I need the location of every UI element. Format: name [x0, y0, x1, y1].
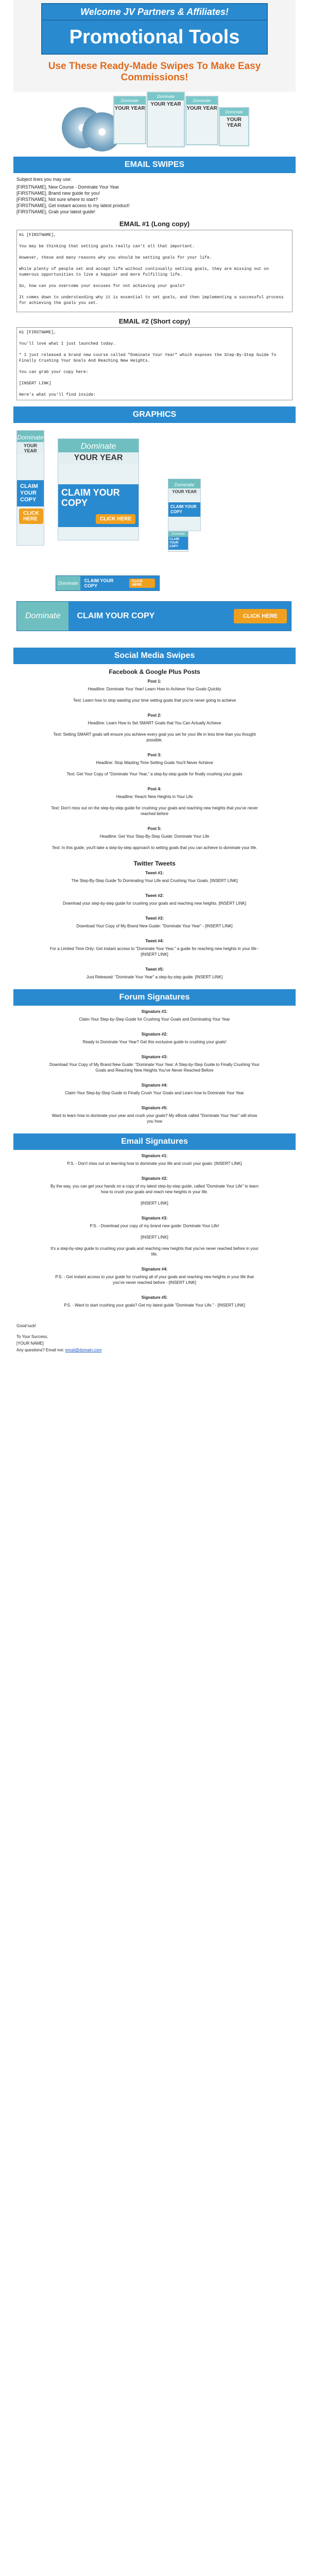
email-signature — [13, 1295, 296, 1308]
forum-signature — [13, 1054, 296, 1073]
email-signature-text: By the way, you can get your hands on a copy of my latest step-by-step guide, called "Dominate Your Life" to learn how to crush your goals and reach new heights in your life. [INSERT LINK] — [50, 1184, 259, 1206]
tweet-number: Tweet #3: — [145, 916, 164, 921]
tweet-number: Tweet #5: — [145, 967, 164, 972]
tweet-number: Tweet #1: — [145, 871, 164, 875]
email1-textarea[interactable]: Hi [FIRSTNAME], You may be thinking that setting goals really can't all that important. However, these and many reasons why you should be setting goals for your life. While plenty of people set and accept life without continually setting goals, they are missing out on numerous opportunities to live a happier and more fulfilling life. So, how can you overcome your excuses for not achieving your goals? It comes down to understanding why it is essential to set goals, and then implementing a successful process for achieving the goals you set. — [16, 230, 293, 312]
subject-line: [FIRSTNAME], Brand new guide for you! — [16, 191, 100, 196]
graphics-heading: GRAPHICS — [13, 406, 296, 423]
tweet-text: Download your step-by-step guide for crushing your goals and reaching new heights. [INSERT LINK] — [63, 901, 246, 906]
graphic-leaderboard[interactable]: Dominate CLAIM YOUR COPY CLICK HERE — [16, 601, 291, 631]
footer: Good luck! To Your Success, [YOUR NAME] Any questions? Email me: email@domain.com — [16, 1324, 102, 1352]
email-signature-number: Signature #5: — [141, 1295, 168, 1300]
forum-signature-number: Signature #2: — [141, 1032, 168, 1037]
forum-signature-text: Ready to Dominate Your Year? Get this exclusive guide to crushing your goals! — [82, 1040, 227, 1044]
email-signature — [13, 1176, 296, 1206]
facebook-post-number: Post 3: — [147, 753, 162, 757]
forum-signature-number: Signature #1: — [141, 1009, 168, 1014]
email-signature-number: Signature #2: — [141, 1176, 168, 1181]
email-signatures-list — [13, 1153, 296, 1308]
forum-signature-number: Signature #4: — [141, 1083, 168, 1088]
product-box: Dominate YOUR YEAR — [113, 96, 146, 144]
welcome-banner: Welcome JV Partners & Affiliates! — [41, 3, 268, 21]
click-here-button[interactable]: CLICK HERE — [234, 609, 287, 623]
email-signature-number: Signature #4: — [141, 1267, 168, 1272]
page-title: Promotional Tools — [41, 21, 268, 55]
forum-signature — [13, 1009, 296, 1022]
subject-line: [FIRSTNAME], Grab your latest guide! — [16, 209, 96, 214]
subject-line: [FIRSTNAME], New Course - Dominate Your Year — [16, 184, 119, 190]
tweets-list — [13, 870, 296, 980]
forum-signature-number: Signature #5: — [141, 1106, 168, 1110]
email2-title: EMAIL #2 (Short copy) — [118, 317, 191, 325]
page — [13, 0, 296, 1359]
product-box: Dominate YOUR YEAR — [147, 92, 185, 147]
product-box: Dominate YOUR YEAR — [185, 96, 218, 145]
email1-title: EMAIL #1 (Long copy) — [119, 220, 190, 228]
subheading: Use These Ready-Made Swipes To Make Easy Commissions! — [48, 61, 261, 83]
forum-signature-text: Claim Your Step-by-Step Guide for Crushing Your Goals and Dominating Your Year — [79, 1017, 230, 1022]
subject-line: [FIRSTNAME], Get instant access to my latest product! — [16, 203, 130, 208]
facebook-post — [13, 786, 296, 817]
tweet-number: Tweet #4: — [145, 939, 164, 943]
tweet — [13, 870, 296, 884]
graphics-area — [13, 426, 296, 642]
tweet-text: The Step-By-Step Guide To Dominating Your Life and Crushing Your Goals. [INSERT LINK] — [71, 878, 238, 883]
facebook-post — [13, 752, 296, 777]
product-box: Dominate YOUR YEAR — [219, 107, 249, 146]
forum-signature-text: Claim Your Step-by-Step Guide to Finally Crush Your Goals and Learn how to Dominate Your Year — [65, 1091, 244, 1095]
facebook-posts-list — [13, 679, 296, 851]
email2-textarea[interactable]: Hi [FIRSTNAME], You'll love what I just launched today. * I just released a brand new course called "Dominate Your Year" which exposes the Step-By-Step Guide To Finally Crushing Your Goals And Reaching New Heights. You can grab your copy here: [INSERT LINK] Here's what you'll find inside: — [16, 327, 293, 400]
email-signature — [13, 1153, 296, 1166]
forum-signatures-list — [13, 1009, 296, 1124]
product-bundle-image — [57, 92, 252, 151]
email-signature-number: Signature #3: — [141, 1216, 168, 1221]
graphic-small[interactable]: Dominate CLAIM YOUR COPY — [168, 531, 188, 552]
graphic-medium[interactable]: Dominate YOUR YEAR CLAIM YOUR COPY — [168, 479, 201, 531]
tweet — [13, 893, 296, 906]
forum-signature — [13, 1082, 296, 1096]
email-signature-text: P.S. - Want to start crushing your goals? Get my latest guide "Dominate Your Life." - [INSERT LINK] — [64, 1303, 245, 1308]
forum-signatures-heading: Forum Signatures — [13, 989, 296, 1006]
facebook-post-number: Post 2: — [147, 713, 162, 718]
facebook-post — [13, 679, 296, 703]
email-signature-text: P.S. - Don't miss out on learning how to dominate your life and crush your goals: [INSERT LINK] — [67, 1161, 242, 1166]
facebook-posts-title: Facebook & Google Plus Posts — [109, 668, 200, 675]
forum-signature-text: Download Your Copy of My Brand New Guide: "Dominate Your Year: A Step-by-Step Guide to Finally Crushing Your Goals and Reaching New Heights You've Never Reached Before — [49, 1062, 261, 1073]
facebook-post-text: Headline: Stop Wasting Time Setting Goals You'll Never Achieve Text: Get Your Copy of "Dominate Your Year," a step-by-step guide for finally crushing your goals — [66, 760, 243, 776]
forum-signature-number: Signature #3: — [141, 1055, 168, 1059]
email-signature — [13, 1266, 296, 1285]
facebook-post-text: Headline: Dominate Your Year! Learn How to Achieve Your Goals Quickly Text: Learn how to stop wasting your time setting goals that you're never going to achieve — [73, 687, 236, 703]
subject-line: [FIRSTNAME], Not sure where to start? — [16, 197, 98, 202]
email-signature-text: P.S. - Download your copy of my brand new guide: Dominate Your Life! [INSERT LINK] It's a step-by-step guide to crushing your goals and reaching new heights that you've never reached before in your life. — [50, 1224, 259, 1257]
forum-signature-text: Want to learn how to dominate your year and crush your goals? My eBook called "Dominate Your Year" will show you how — [52, 1113, 259, 1124]
email-signature-number: Signature #1: — [141, 1154, 168, 1158]
facebook-post — [13, 826, 296, 851]
graphic-banner-small[interactable]: Dominate CLAIM YOUR COPY CLICK HERE — [56, 575, 160, 591]
tweet — [13, 916, 296, 929]
email-signature-text: P.S. - Get instant access to your guide for crushing all of your goals and reaching new heights in your life that you've never reached before - [INSERT LINK] — [55, 1275, 255, 1285]
tweet — [13, 967, 296, 980]
subject-lines: Subject lines you may use: [FIRSTNAME], New Course - Dominate Your Year [FIRSTNAME], Brand new guide for you! [FIRSTNAME], Not sure where to start? [FIRSTNAME], Get instant access to my latest product! [FIRSTNAME], Grab your latest guide! — [13, 176, 296, 215]
facebook-post — [13, 713, 296, 743]
facebook-post-text: Headline: Learn How to Set SMART Goals that You Can Actually Achieve Text: Setting SMART goals will ensure you achieve every goal you set for your life in less time than you thought possible. — [53, 721, 256, 742]
graphic-skyscraper[interactable]: Dominate YOUR YEAR CLAIM YOUR COPY CLICK HERE — [16, 430, 44, 546]
twitter-tweets-title: Twitter Tweets — [133, 860, 176, 867]
tweet-number: Tweet #2: — [145, 893, 164, 898]
header-band — [13, 0, 296, 92]
email-signatures-heading: Email Signatures — [13, 1133, 296, 1150]
email-swipes-heading: EMAIL SWIPES — [13, 157, 296, 173]
forum-signature — [13, 1105, 296, 1124]
tweet-text: Just Released: "Dominate Your Year" a step-by-step guide. [INSERT LINK] — [86, 975, 223, 979]
forum-signature — [13, 1031, 296, 1045]
click-here-button[interactable]: CLICK HERE — [19, 509, 43, 524]
graphic-square[interactable]: Dominate YOUR YEAR CLAIM YOUR COPY CLICK HERE — [58, 438, 139, 540]
facebook-post-text: Headline: Get Your Step-By-Step Guide: Dominate Your Life Text: In this guide, you'll take a step-by-step approach to setting goals that you can achieve to dominate your life. — [52, 834, 258, 850]
tweet-text: Download Your Copy of My Brand New Guide: "Dominate Your Year" - [INSERT LINK] — [76, 924, 233, 928]
facebook-post-number: Post 1: — [147, 679, 162, 684]
contact-email-link[interactable]: email@domain.com — [65, 1348, 102, 1352]
facebook-post-text: Headline: Reach New Heights in Your Life Text: Don't miss out on the step-by-step guide for crushing your goals and reaching new heights that you've never reached before — [51, 794, 258, 816]
facebook-post-number: Post 5: — [147, 826, 162, 831]
click-here-button[interactable]: CLICK HERE — [129, 579, 155, 588]
tweet-text: For a Limited Time Only: Get instant access to "Dominate Your Year," a guide for reaching new heights in your life - [INSERT LINK] — [50, 946, 261, 957]
click-here-button[interactable]: CLICK HERE — [96, 514, 135, 524]
facebook-post-number: Post 4: — [147, 787, 162, 791]
tweet — [13, 938, 296, 957]
email-signature — [13, 1215, 296, 1257]
social-media-heading: Social Media Swipes — [13, 648, 296, 664]
